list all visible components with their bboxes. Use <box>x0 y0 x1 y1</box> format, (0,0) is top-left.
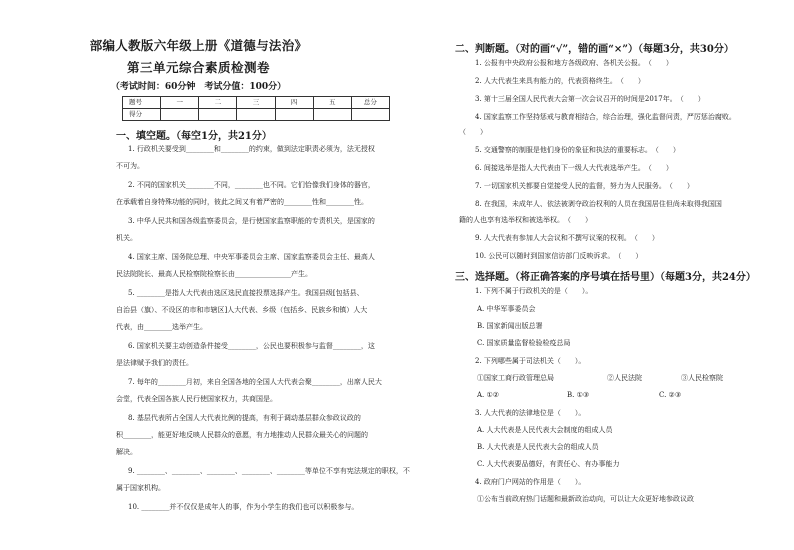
score-cell <box>237 109 275 121</box>
section1-line: 1. 行政机关要受到________和________的约束，做到法定职责必须为，法无授权 <box>128 145 375 153</box>
score-cell: 五 <box>313 97 351 109</box>
score-cell: 三 <box>237 97 275 109</box>
section2-line: 5. 交通警察的制服是他们身份的象征和执法的重要标志。 （ ） <box>475 146 680 154</box>
section1-heading: 一、填空题。（每空1分，共21分） <box>116 131 272 142</box>
section1-line: 会堂，代表全国各族人民行使国家权力，共商国是。 <box>116 395 277 403</box>
section1-line: 不可为。 <box>116 162 144 170</box>
score-table-score-row <box>123 109 390 121</box>
section2-line: 1. 公报有中央政府公报和地方各级政府、各机关公报。 （ ） <box>475 59 673 67</box>
section1-line: 在承载着自身特殊功能的同时，彼此之间又有着严密的________性和________性。 <box>116 198 368 206</box>
exam-meta: （考试时间：60分钟 考试分值：100分） <box>110 82 287 92</box>
score-cell <box>313 109 351 121</box>
score-cell <box>351 109 389 121</box>
section2-line: 4. 国家监察工作坚持惩戒与教育相结合，综合治理，强化监督问责，严厉惩治腐败。 <box>475 113 736 121</box>
paper-subtitle: 第三单元综合素质检测卷 <box>126 60 270 75</box>
section2-line: 2. 人大代表生来具有能力的，代表资格终生。 （ ） <box>475 77 645 85</box>
q3-option-a: A. 人大代表是人民代表大会制度的组成人员 <box>477 426 613 434</box>
section1-line: 民法院院长、最高人民检察院检察长由________________产生。 <box>116 270 312 278</box>
q1-option-b: B. 国家新闻出版总署 <box>477 322 543 330</box>
section1-line: 机关。 <box>116 234 137 242</box>
q2-option-a: A. ①② <box>477 391 500 399</box>
q4-item-1: ①公布当前政府热门话题和最新政治动向，可以让大众更好地参政议政 <box>477 495 694 503</box>
section2-line: 8. 在我国，未成年人、依法被剥夺政治权利的人员在我国居住但尚未取得我国国 <box>475 200 722 208</box>
section2-line: 7. 一切国家机关都要自觉接受人民的监督，努力为人民服务。 （ ） <box>475 182 694 190</box>
section2-line: （ ） <box>459 128 487 136</box>
section1-line: 解决。 <box>116 448 137 456</box>
q2-option-c: C. ②③ <box>659 391 682 399</box>
section1-line: 4. 国家主席、国务院总理、中央军事委员会主席、国家监察委员会主任、最高人 <box>128 253 375 261</box>
score-cell <box>199 109 237 121</box>
question-2: 2. 下列哪些属于司法机关（ ）。 <box>475 357 586 365</box>
q2-item-2: ②人民法院 <box>607 374 642 382</box>
section2-line: 籍的人也享有选举权和被选举权。 （ ） <box>459 216 592 224</box>
score-cell: 二 <box>199 97 237 109</box>
section1-line: 7. 每年的________月初，来自全国各地的全国人大代表会聚________，出席人民大 <box>128 378 382 386</box>
section1-line: 积________，能更好地反映人民群众的意愿，有力地推动人民群众最关心的问题的 <box>116 431 368 439</box>
question-1: 1. 下列不属于行政机关的是（ ）。 <box>475 287 593 295</box>
section1-line: 6. 国家机关要主动创造条件接受________，公民也要积极参与监督________，这 <box>128 342 375 350</box>
section2-line: 3. 第十三届全国人民代表大会第一次会议召开的时间是2017年。 （ ） <box>475 95 705 103</box>
q3-option-c: C. 人大代表要品德好，有责任心、有办事能力 <box>477 460 620 468</box>
score-table <box>122 96 390 121</box>
section3-heading: 三、选择题。（将正确答案的序号填在括号里）（每题3分，共24分） <box>455 272 756 283</box>
score-cell: 一 <box>161 97 199 109</box>
section1-line: 9. ________、________、________、________、________等单位不享有宪法规定的职权，不 <box>128 467 410 475</box>
section1-line: 自治县（旗）、不设区的市和市辖区]人大代表、乡级（包括乡、民族乡和镇）人大 <box>116 306 368 314</box>
q2-item-1: ①国家工商行政管理总局 <box>477 374 554 382</box>
score-cell: 得分 <box>123 109 161 121</box>
section1-line: 8. 基层代表所占全国人大代表比例的提高，有利于调动基层群众参政议政的 <box>128 414 361 422</box>
section2-heading: 二、判断题。（对的画“√”，错的画“×”）（每题3分，共30分） <box>455 44 734 55</box>
section1-line: 10. ________并不仅仅是成年人的事，作为小学生的我们也可以积极参与。 <box>128 503 359 511</box>
section2-line: 6. 间接选举是指人大代表由下一级人大代表选举产生。 （ ） <box>475 164 673 172</box>
score-table-header-row <box>123 97 390 109</box>
q1-option-c: C. 国家质量监督检验检疫总局 <box>477 339 571 347</box>
score-cell <box>275 109 313 121</box>
q2-option-b: B. ①③ <box>567 391 590 399</box>
q3-option-b: B. 人大代表是人民代表大会的组成人员 <box>477 443 599 451</box>
score-cell: 总分 <box>351 97 389 109</box>
score-cell <box>161 109 199 121</box>
section2-line: 10. 公民可以随时到国家信访部门反映诉求。 （ ） <box>475 252 643 260</box>
q1-option-a: A. 中华军事委员会 <box>477 305 536 313</box>
score-cell: 四 <box>275 97 313 109</box>
section1-line: 2. 不同的国家机关________不同，________也不同。它们恰像我们身体的器官， <box>128 181 375 189</box>
section1-line: 代表，由________选举产生。 <box>116 323 207 331</box>
section1-line: 是法律赋予我们的责任。 <box>116 359 193 367</box>
paper-title: 部编人教版六年级上册《道德与法治》 <box>89 38 308 53</box>
question-3: 3. 人大代表的法律地位是（ ）。 <box>475 409 586 417</box>
section1-line: 3. 中华人民共和国各级监察委员会，是行使国家监察职能的专责机关，是国家的 <box>128 217 375 225</box>
question-4: 4. 政府门户网站的作用是（ ）。 <box>475 478 586 486</box>
score-cell: 题号 <box>123 97 161 109</box>
section2-line: 9. 人大代表有参加人大会议和不撰写议案的权利。 （ ） <box>475 234 659 242</box>
q2-item-3: ③人民检察院 <box>681 374 723 382</box>
section1-line: 5. ________是指人大代表由选区选民直接投票选择产生。我国县级[包括县、 <box>128 289 364 297</box>
section1-line: 属于国家机构。 <box>116 484 165 492</box>
